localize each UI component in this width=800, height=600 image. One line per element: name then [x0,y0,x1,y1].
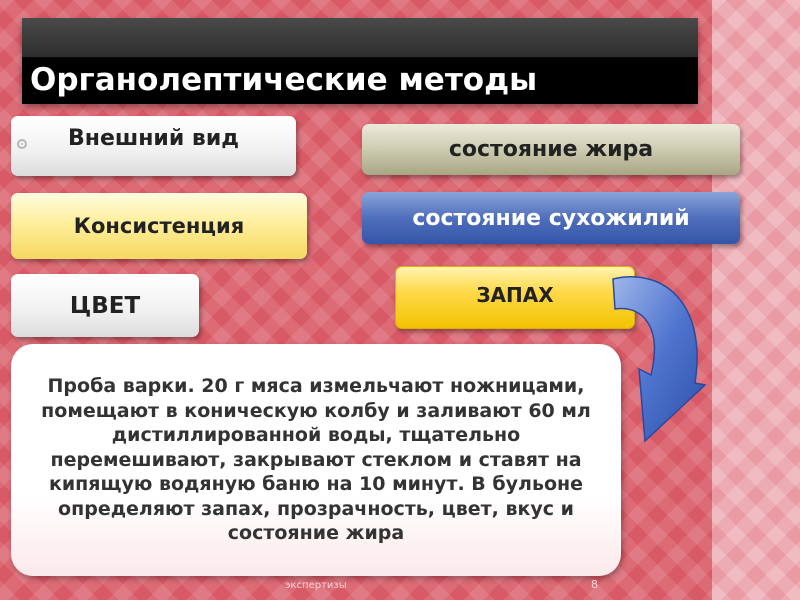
tendon-state-box [362,192,740,244]
tendon-state-label: состояние сухожилий [412,205,690,231]
color-box [11,274,199,337]
consistency-label: Консистенция [73,214,245,238]
smell-box [395,266,635,329]
page-number: 8 [591,578,598,591]
description-box [11,344,621,576]
fat-state-box [362,124,740,175]
smell-label: ЗАПАХ [476,283,554,307]
description-text: Проба варки. 20 г мяса измельчают ножницами, помещают в коническую колбу и заливают 60 мл дистиллированной воды, тщательно перемешивают, закрывают стеклом и ставят на кипящую водяную баню на 10 минут. В бульоне определяют запах, прозрачность, цвет, вкус и состояние жира [41,375,591,545]
appearance-label: Внешний вид [67,126,240,151]
footer-text: экспертизы [285,580,347,591]
fat-state-label: состояние жира [448,137,654,162]
decorative-side-strip [712,0,800,600]
color-label: ЦВЕТ [69,292,141,319]
appearance-box [11,116,296,176]
slide-title: Органолептические методы [30,62,538,98]
circle-bullet-icon [17,139,27,149]
title-bar [22,18,698,104]
consistency-box [11,193,307,259]
